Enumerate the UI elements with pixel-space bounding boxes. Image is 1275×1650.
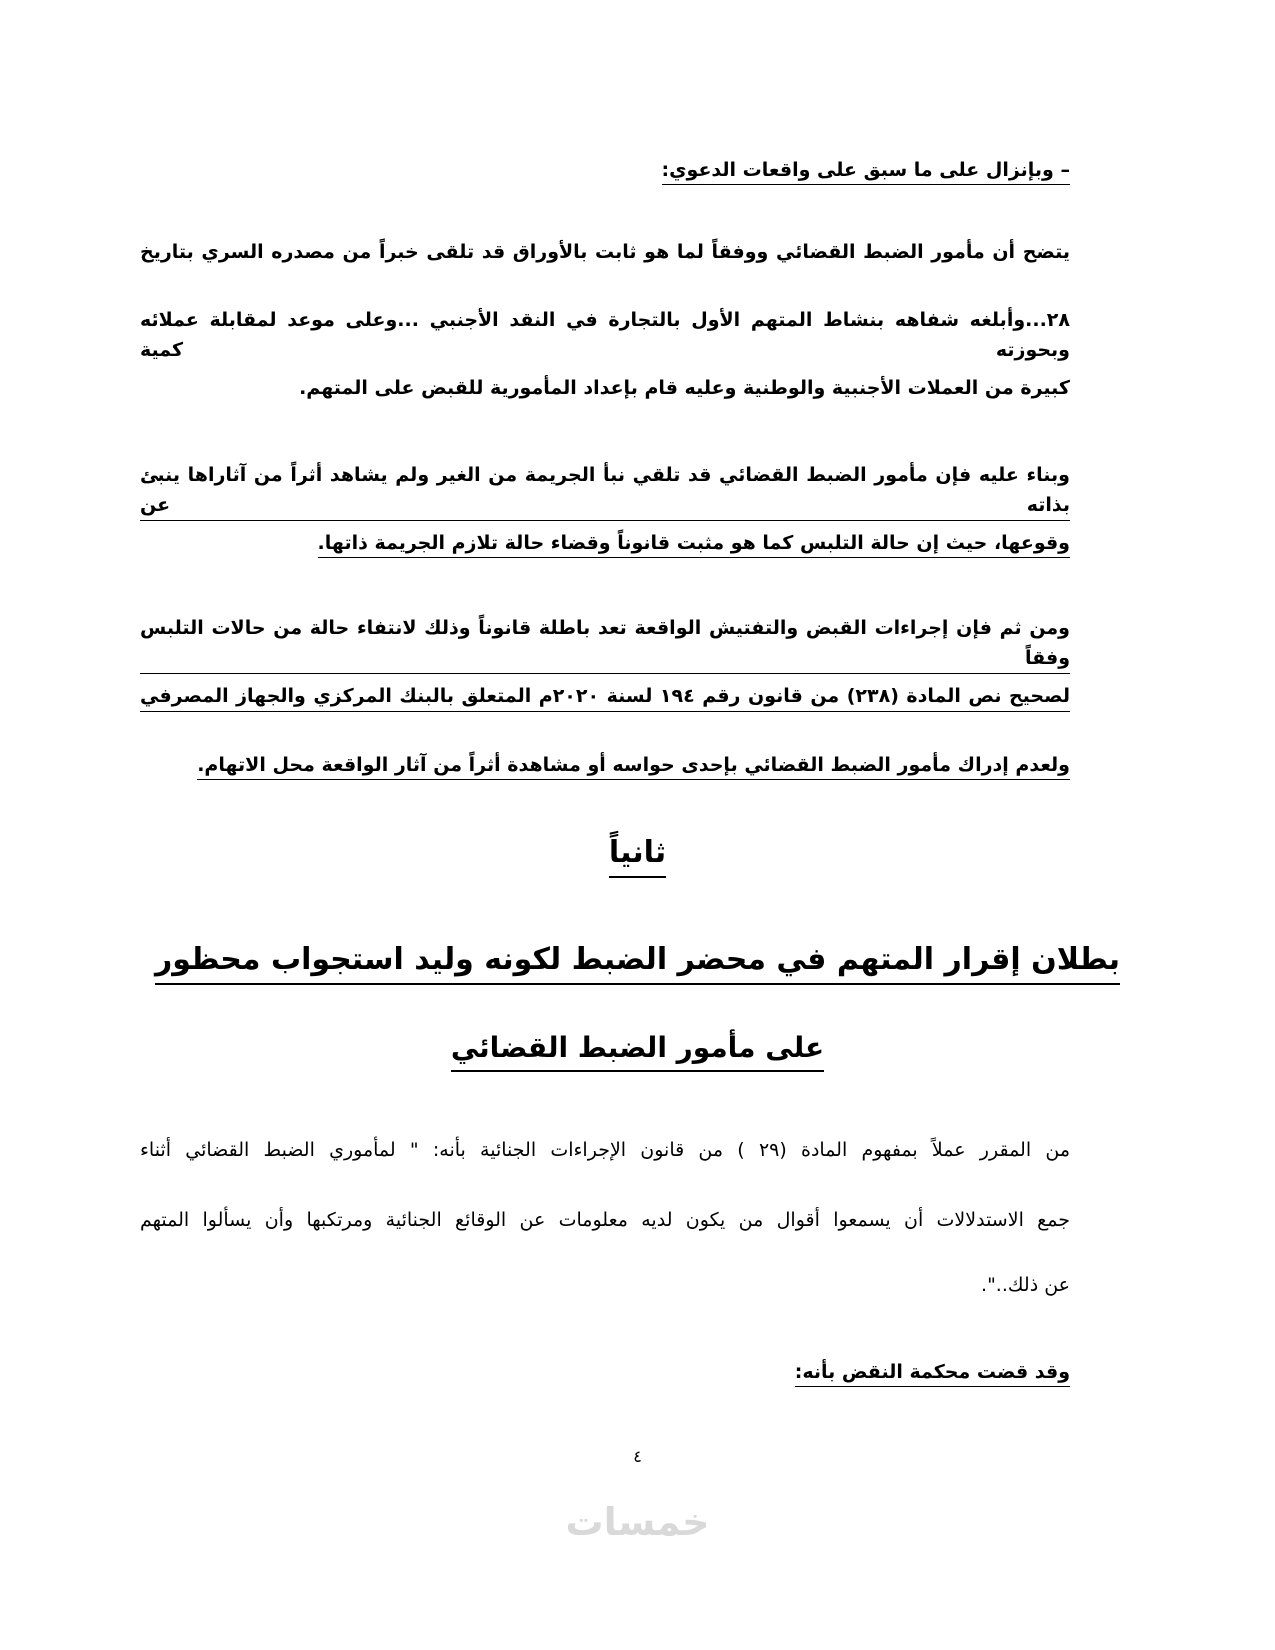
title-text: على مأمور الضبط القضائي	[451, 1031, 824, 1072]
heading-text: وقد قضت محكمة النقض بأنه:	[795, 1361, 1070, 1387]
paragraph-line: يتضح أن مأمور الضبط القضائي ووفقاً لما هو ثابت بالأوراق قد تلقى خبراً من مصدره السري بتاريخ	[140, 241, 1070, 263]
page-number: ٤	[633, 1447, 642, 1466]
paragraph-line: جمع الاستدلالات أن يسمعوا أقوال من يكون لديه معلومات عن الوقائع الجنائية ومرتكبها وأن يسألوا المتهم	[140, 1209, 1070, 1231]
paragraph-line: عن ذلك..".	[981, 1274, 1070, 1296]
line-text: وقوعها، حيث إن حالة التلبس كما هو مثبت قانوناً وقضاء حالة تلازم الجريمة ذاتها.	[318, 532, 1070, 558]
section-title-line-1	[0, 942, 1275, 977]
paragraph-line: من المقرر عملاً بمفهوم المادة (٢٩ ) من قانون الإجراءات الجنائية بأنه: " لمأموري الضبط القضائي أثناء	[140, 1139, 1070, 1161]
underlined-line	[140, 750, 1070, 780]
watermark-logo: خمسات	[565, 1500, 710, 1544]
underlined-line: وبناء عليه فإن مأمور الضبط القضائي قد تلقي نبأ الجريمة من الغير ولم يشاهد أثراً من آثاراها ينبئ بذاته عن	[140, 460, 1070, 521]
section-number-text: ثانياً	[609, 835, 666, 878]
section-heading	[140, 155, 1070, 185]
paragraph-line: كبيرة من العملات الأجنبية والوطنية وعليه قام بإعداد المأمورية للقبض على المتهم.	[299, 377, 1070, 399]
section-heading	[140, 1357, 1070, 1387]
paragraph-line: ٢٨...وأبلغه شفاهه بنشاط المتهم الأول بالتجارة في النقد الأجنبي ...وعلى موعد لمقابلة عملائه وبحوزته كمية	[140, 309, 1070, 361]
section-number	[0, 835, 1275, 870]
line-text: ولعدم إدراك مأمور الضبط القضائي بإحدى حواسه أو مشاهدة أثراً من آثار الواقعة محل الاتهام.	[197, 754, 1070, 780]
underlined-line: لصحيح نص المادة (٢٣٨) من قانون رقم ١٩٤ لسنة ٢٠٢٠م المتعلق بالبنك المركزي والجهاز المصرفي	[140, 681, 1070, 712]
title-text: بطلان إقرار المتهم في محضر الضبط لكونه وليد استجواب محظور	[155, 942, 1120, 985]
section-title-line-2	[0, 1033, 1275, 1063]
underlined-line	[140, 528, 1070, 558]
underlined-line: ومن ثم فإن إجراءات القبض والتفتيش الواقعة تعد باطلة قانوناً وذلك لانتفاء حالة من حالات التلبس وفقاً	[140, 613, 1070, 674]
heading-text: – وبإنزال على ما سبق على واقعات الدعوي:	[662, 159, 1070, 185]
